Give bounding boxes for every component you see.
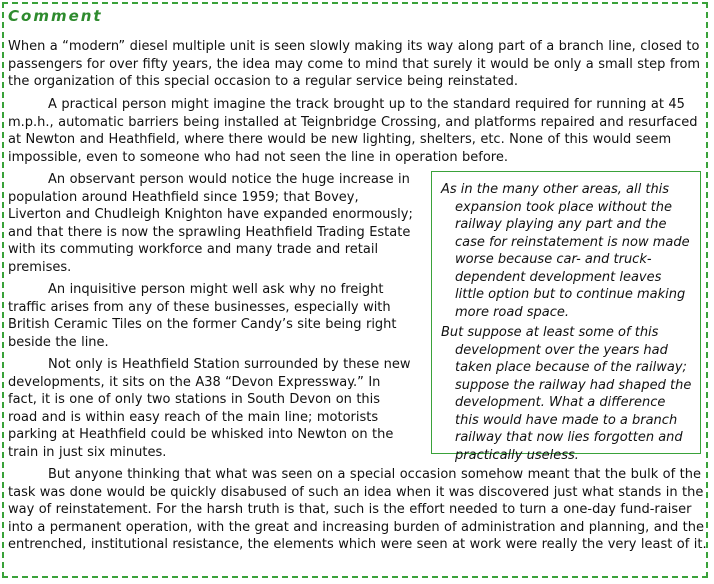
- sidebar-box: [431, 171, 701, 463]
- sidebar-paragraph-suppose: But suppose at least some of this development over the years had taken place because of the railway; suppose the railway had shaped the development. What a difference this would have made to a branch railway that now lies forgotten and practically useless.: [441, 325, 692, 463]
- paragraph-observant-person: An observant person would notice the huge increase in population around Heathfield since 1959; that Bovey, Liverton and Chudleigh Knighton have expanded enormously; and that there is now the sprawling Heathfield Trading Estate with its commuting workforce and many trade and retail premises.: [8, 172, 413, 275]
- section-heading: Comment: [8, 7, 103, 25]
- paragraph-inquisitive-person: An inquisitive person might well ask why no freight traffic arises from any of these businesses, especially with British Ceramic Tiles on the former Candy’s site being right beside the line.: [8, 282, 397, 350]
- paragraph-heathfield-station: Not only is Heathfield Station surrounded by these new developments, it sits on the A38 “Devon Expressway.” In fact, it is one of only two stations in South Devon on this road and is within easy reach of the main line; motorists parking at Heathfield could be whisked into Newton on the train in just six minutes.: [8, 357, 411, 460]
- sidebar-paragraph-expansion: As in the many other areas, all this expansion took place without the railway playing any part and the case for reinstatement is now made worse because car- and truck-dependent development leaves little option but to continue making more road space.: [441, 182, 690, 320]
- paragraph-conclusion: But anyone thinking that what was seen on a special occasion somehow meant that the bulk of the task was done would be quickly disabused of such an idea when it was discovered just what stands in the way of reinstatement. For the harsh truth is that, such is the effort needed to turn a one-day fund-raiser into a permanent operation, with the great and increasing burden of administration and planning, and the entrenched, institutional resistance, the elements which were seen at work were really the very least of it.: [8, 467, 707, 553]
- paragraph-practical-person: A practical person might imagine the track brought up to the standard required for running at 45 m.p.h., automatic barriers being installed at Teignbridge Crossing, and platforms repaired and resurfaced at Newton and Heathfield, where there would be new lighting, shelters, etc. None of this would seem impossible, even to someone who had not seen the line in operation before.: [8, 97, 698, 165]
- paragraph-intro: When a “modern” diesel multiple unit is seen slowly making its way along part of a branch line, closed to passengers for over fifty years, the idea may come to mind that surely it would be only a small step from the organization of this special occasion to a regular service being reinstated.: [8, 39, 701, 90]
